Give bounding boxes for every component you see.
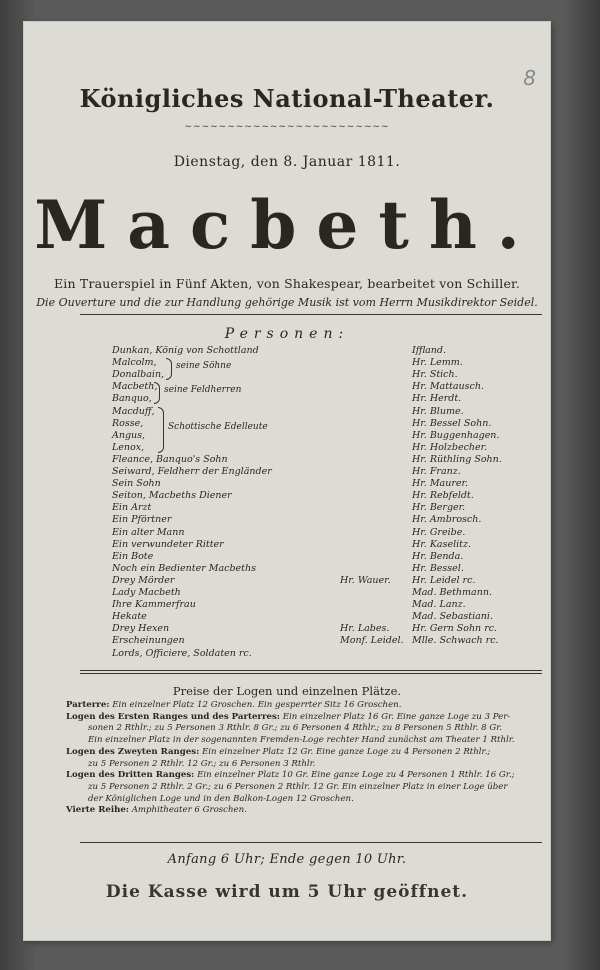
- price-line: [66, 712, 546, 724]
- cast-actor: Hr. Gern Sohn rc.: [412, 623, 498, 635]
- divider: [80, 314, 542, 315]
- cast-role: Ein Bote: [112, 550, 154, 562]
- cast-role: Ein Arzt: [112, 502, 152, 514]
- cast-role: Dunkan, König von Schottland: [112, 345, 259, 356]
- cast-role: Ihre Kammerfrau: [112, 599, 196, 611]
- cast-role: Lenox,: [112, 441, 145, 453]
- price-detail: zu 5 Personen 2 Rthlr. 12 Gr.; zu 6 Personen 3 Rthlr.: [88, 758, 316, 769]
- price-detail: Ein einzelner Platz 12 Gr. Eine ganze Loge zu 4 Personen 2 Rthlr.;: [199, 746, 491, 757]
- cast-role: Lords, Officiere, Soldaten rc.: [112, 647, 252, 659]
- cast-actor: Hr. Leidel rc.: [412, 574, 476, 586]
- cast-actor: Hr. Ambrosch.: [412, 514, 482, 526]
- price-line: [66, 747, 546, 759]
- brace-label: seine Söhne: [176, 361, 232, 372]
- cast-actor: Hr. Bessel Sohn.: [412, 417, 492, 429]
- pencil-page-number: 8: [523, 66, 536, 90]
- prices-title: Preise der Logen und einzelnen Plätze.: [172, 684, 402, 698]
- cast-actor: Mad. Lanz.: [412, 599, 466, 611]
- cast-role: Banquo,: [112, 393, 152, 405]
- cast-actor: Mlle. Schwach rc.: [412, 635, 499, 647]
- price-line: [66, 782, 546, 794]
- personen-heading: Personen:: [224, 326, 350, 342]
- price-detail: Ein einzelner Platz 16 Gr. Eine ganze Loge zu 3 Per-: [279, 711, 511, 722]
- cast-actor: Hr. Buggenhagen.: [412, 429, 500, 441]
- price-detail: Ein einzelner Platz 10 Gr. Eine ganze Loge zu 4 Personen 1 Rthlr. 16 Gr.;: [194, 770, 515, 781]
- price-line: [66, 700, 546, 712]
- cast-role: Ein alter Mann: [112, 526, 185, 538]
- price-category: Logen des Zweyten Ranges:: [66, 746, 200, 757]
- cast-role: Malcolm,: [112, 357, 157, 369]
- grouping-brace: [154, 382, 160, 404]
- price-list: [66, 700, 546, 817]
- music-note: Die Ouverture und die zur Handlung gehörige Musik ist vom Herrn Musikdirektor Seidel.: [36, 296, 538, 309]
- box-office-note: Die Kasse wird um 5 Uhr geöffnet.: [105, 882, 469, 902]
- cast-actor: Hr. Benda.: [412, 550, 464, 562]
- cast-role: Sein Sohn: [112, 478, 161, 490]
- brace-label: Schottische Edelleute: [168, 421, 268, 432]
- price-detail: Ein einzelner Platz in der sogenannten Fremden-Loge rechter Hand zunächst am Theater 1 Rthlr.: [88, 735, 515, 746]
- price-detail: Ein einzelner Platz 12 Groschen. Ein gesperrter Sitz 16 Groschen.: [109, 700, 402, 710]
- playbill-sheet: [24, 22, 550, 940]
- price-detail: Amphitheater 6 Groschen.: [128, 805, 247, 816]
- cast-actor: Iffland.: [412, 345, 447, 356]
- price-detail: der Königlichen Loge und in den Balkon-Logen 12 Groschen.: [88, 793, 354, 804]
- cast-role: Macduff,: [112, 405, 155, 417]
- cast-alt-actor: Hr. Labes.: [340, 623, 390, 635]
- cast-actor: Mad. Sebastiani.: [412, 611, 493, 623]
- cast-actor: Hr. Franz.: [412, 466, 461, 477]
- price-line: [66, 770, 546, 782]
- cast-role: Drey Mörder: [112, 574, 175, 586]
- ornament-rule: ~~~~~~~~~~~~~~~~~~~~~~~~: [184, 122, 390, 132]
- price-category: Vierte Reihe:: [66, 805, 129, 816]
- cast-role: Donalbain,: [112, 369, 165, 381]
- cast-actor: Hr. Rebfeldt.: [412, 490, 474, 502]
- performance-date: Dienstag, den 8. Januar 1811.: [173, 154, 401, 170]
- cast-actor: Hr. Lemm.: [412, 357, 463, 369]
- divider: [80, 670, 542, 674]
- cast-actor: Hr. Greibe.: [412, 526, 466, 538]
- grouping-brace: [166, 358, 172, 380]
- cast-alt-actor: Hr. Wauer.: [340, 574, 391, 586]
- play-subtitle: Ein Trauerspiel in Fünf Akten, von Shakespear, bearbeitet von Schiller.: [53, 276, 521, 291]
- cast-role: Macbeth,: [112, 381, 158, 393]
- price-line: [66, 723, 546, 735]
- divider: [80, 842, 542, 843]
- cast-actor: Hr. Maurer.: [412, 478, 469, 490]
- cast-role: Ein verwundeter Ritter: [112, 538, 224, 550]
- cast-actor: Hr. Herdt.: [412, 393, 462, 405]
- cast-role: Seiward, Feldherr der Engländer: [112, 466, 272, 477]
- cast-actor: Hr. Berger.: [412, 502, 466, 514]
- price-category: Parterre:: [66, 700, 110, 710]
- show-times: Anfang 6 Uhr; Ende gegen 10 Uhr.: [167, 852, 407, 867]
- theater-name: Königliches National-Theater.: [79, 84, 495, 113]
- price-category: Logen des Ersten Ranges und des Parterres:: [66, 711, 280, 722]
- cast-actor: Hr. Kaselitz.: [412, 538, 471, 550]
- brace-label: seine Feldherren: [164, 385, 242, 396]
- cast-actor: Hr. Bessel.: [412, 562, 464, 574]
- cast-role: Ein Pförtner: [112, 514, 172, 526]
- cast-actor: Hr. Blume.: [412, 405, 464, 417]
- cast-role: Noch ein Bedienter Macbeths: [112, 562, 256, 574]
- cast-role: Angus,: [112, 429, 146, 441]
- cast-role: Drey Hexen: [112, 623, 170, 635]
- cast-actor: Hr. Rüthling Sohn.: [412, 453, 502, 465]
- price-line: [66, 805, 546, 817]
- cast-role: Erscheinungen: [112, 635, 185, 647]
- cast-row: [84, 647, 544, 661]
- cast-alt-actor: Monf. Leidel.: [340, 635, 404, 647]
- cast-actor: Mad. Bethmann.: [412, 587, 492, 598]
- cast-actor: Hr. Holzbecher.: [412, 441, 488, 453]
- cast-role: Hekate: [112, 611, 147, 623]
- cast-role: Lady Macbeth: [112, 587, 181, 598]
- price-category: Logen des Dritten Ranges:: [66, 770, 195, 781]
- cast-actor: Hr. Mattausch.: [412, 381, 484, 393]
- price-line: [66, 759, 546, 771]
- cast-role: Fleance, Banquo's Sohn: [112, 453, 228, 465]
- grouping-brace: [158, 407, 164, 453]
- play-title: Macbeth.: [34, 186, 540, 264]
- price-line: [66, 735, 546, 747]
- cast-role: Seiton, Macbeths Diener: [112, 490, 232, 502]
- price-line: [66, 794, 546, 806]
- cast-actor: Hr. Stich.: [412, 369, 458, 381]
- cast-role: Rosse,: [112, 417, 144, 429]
- price-detail: sonen 2 Rthlr.; zu 5 Personen 3 Rthlr. 8 Gr.; zu 6 Personen 4 Rthlr.; zu 8 Personen 5 Rthlr. 8 Gr.: [88, 723, 503, 734]
- price-detail: zu 5 Personen 2 Rthlr. 2 Gr.; zu 6 Personen 2 Rthlr. 12 Gr. Ein einzelner Platz in einer Loge über: [88, 781, 508, 792]
